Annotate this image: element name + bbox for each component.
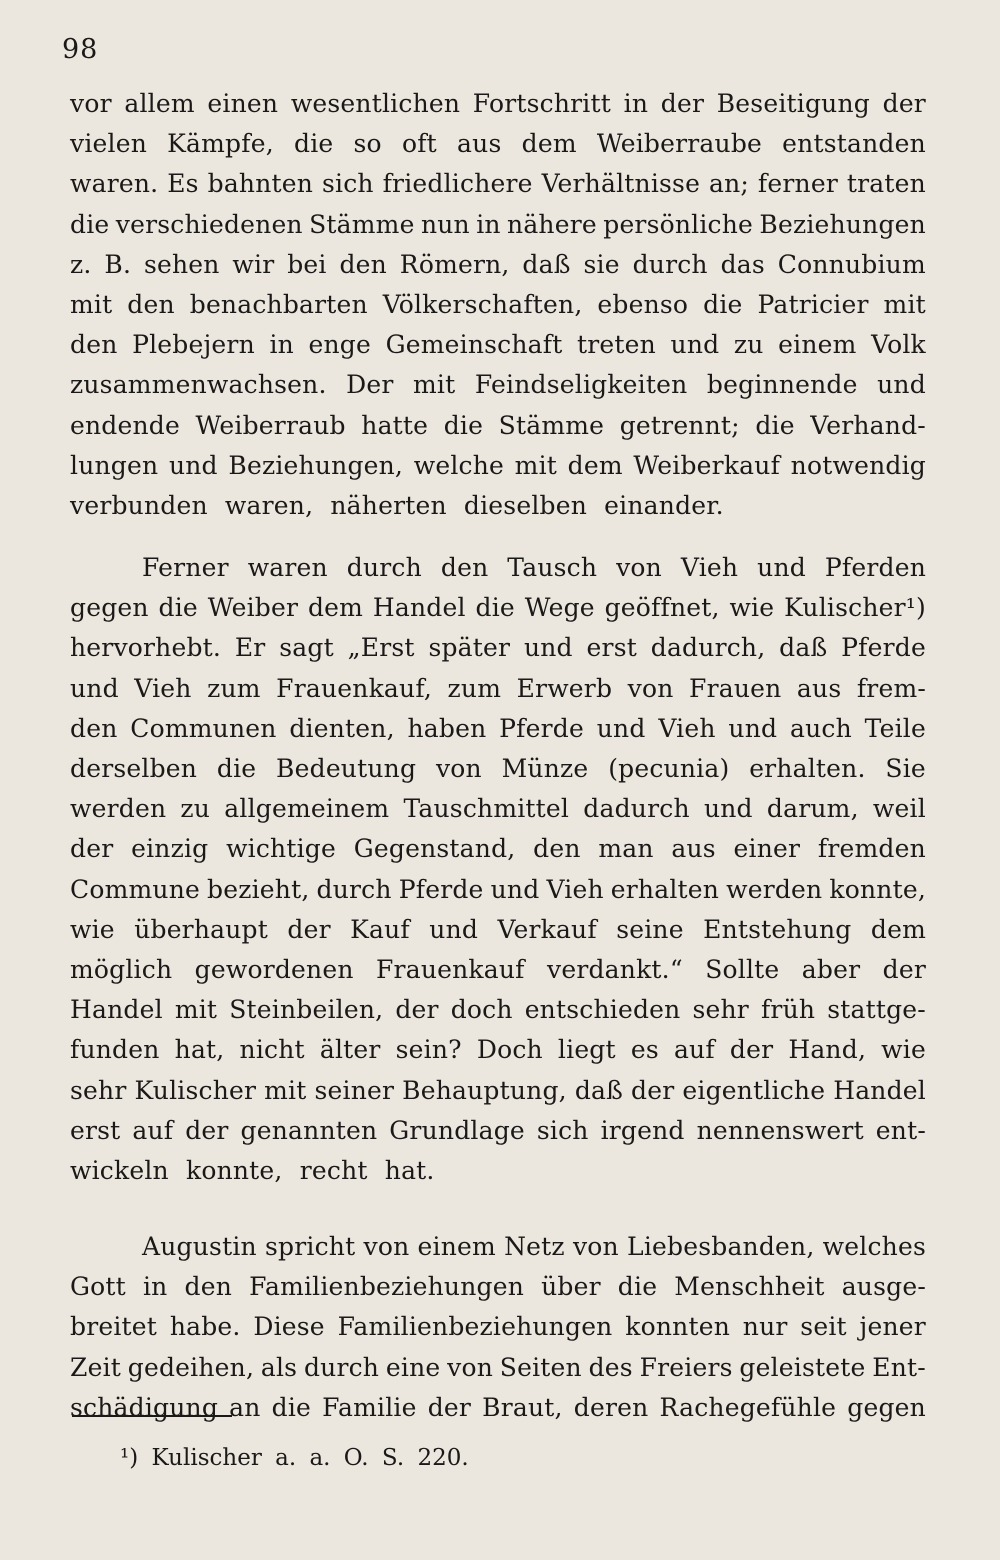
page-number: 98 bbox=[62, 34, 99, 65]
text-line: und Vieh zum Frauenkauf, zum Erwerb von Frauen aus frem- bbox=[70, 673, 926, 703]
text-line: funden hat, nicht älter sein? Doch liegt es auf der Hand, wie bbox=[70, 1035, 926, 1065]
text-line: derselben die Bedeutung von Münze (pecunia) erhalten. Sie bbox=[70, 754, 926, 783]
text-line: vor allem einen wesentlichen Fortschritt in der Beseitigung der bbox=[70, 89, 926, 118]
text-line: waren. Es bahnten sich friedlichere Verhältnisse an; ferner traten bbox=[70, 169, 926, 199]
text-line: endende Weiberraub hatte die Stämme getrennt; die Verhand- bbox=[70, 410, 926, 440]
text-line: sehr Kulischer mit seiner Behauptung, daß der eigentliche Handel bbox=[70, 1075, 926, 1105]
footnote-divider bbox=[72, 1415, 232, 1417]
text-line: lungen und Beziehungen, welche mit dem Weiberkauf notwendig bbox=[70, 450, 926, 480]
text-line: erst auf der genannten Grundlage sich irgend nennenswert ent- bbox=[70, 1115, 926, 1145]
paragraph-gap bbox=[70, 526, 926, 548]
paragraph-1 bbox=[70, 84, 926, 526]
text-line: den Plebejern in enge Gemeinschaft treten und zu einem Volk bbox=[70, 330, 926, 360]
text-line: Augustin spricht von einem Netz von Liebesbanden, welches bbox=[142, 1232, 926, 1262]
paragraph-2 bbox=[70, 548, 926, 1191]
text-line: gegen die Weiber dem Handel die Wege geöffnet, wie Kulischer¹) bbox=[70, 593, 926, 623]
text-line: wickeln konnte, recht hat. bbox=[70, 1155, 435, 1185]
text-line: breitet habe. Diese Familienbeziehungen konnten nur seit jener bbox=[70, 1312, 926, 1342]
text-line: Zeit gedeihen, als durch eine von Seiten des Freiers geleistete Ent- bbox=[70, 1352, 926, 1382]
text-line: der einzig wichtige Gegenstand, den man aus einer fremden bbox=[70, 834, 926, 864]
text-line: verbunden waren, näherten dieselben einander. bbox=[70, 490, 724, 520]
text-line: vielen Kämpfe, die so oft aus dem Weiberraube entstanden bbox=[70, 129, 926, 159]
paragraph-gap bbox=[70, 1191, 926, 1227]
text-line: zusammenwachsen. Der mit Feindseligkeiten beginnende und bbox=[70, 370, 926, 400]
text-line: Commune bezieht, durch Pferde und Vieh erhalten werden konnte, bbox=[70, 874, 926, 904]
footnote: ¹) Kulischer a. a. O. S. 220. bbox=[120, 1445, 469, 1471]
text-line: werden zu allgemeinem Tauschmittel dadurch und darum, weil bbox=[70, 794, 926, 824]
text-line: z. B. sehen wir bei den Römern, daß sie durch das Connubium bbox=[70, 249, 926, 279]
text-line: schädigung an die Familie der Braut, deren Rachegefühle gegen bbox=[70, 1392, 926, 1422]
body-text bbox=[70, 84, 926, 1428]
text-line: mit den benachbarten Völkerschaften, ebenso die Patricier mit bbox=[70, 289, 926, 319]
text-line: hervorhebt. Er sagt „Erst später und erst dadurch, daß Pferde bbox=[70, 633, 926, 663]
text-line: möglich gewordenen Frauenkauf verdankt.“ Sollte aber der bbox=[70, 954, 926, 984]
text-line: Gott in den Familienbeziehungen über die Menschheit ausge- bbox=[70, 1272, 926, 1302]
text-line: Handel mit Steinbeilen, der doch entschieden sehr früh stattge- bbox=[70, 995, 926, 1025]
text-line: Ferner waren durch den Tausch von Vieh und Pferden bbox=[142, 553, 926, 583]
paragraph-3 bbox=[70, 1227, 926, 1428]
text-line: den Communen dienten, haben Pferde und Vieh und auch Teile bbox=[70, 713, 926, 743]
text-line: wie überhaupt der Kauf und Verkauf seine Entstehung dem bbox=[70, 914, 926, 944]
text-line: die verschiedenen Stämme nun in nähere persönliche Beziehungen bbox=[70, 209, 926, 239]
